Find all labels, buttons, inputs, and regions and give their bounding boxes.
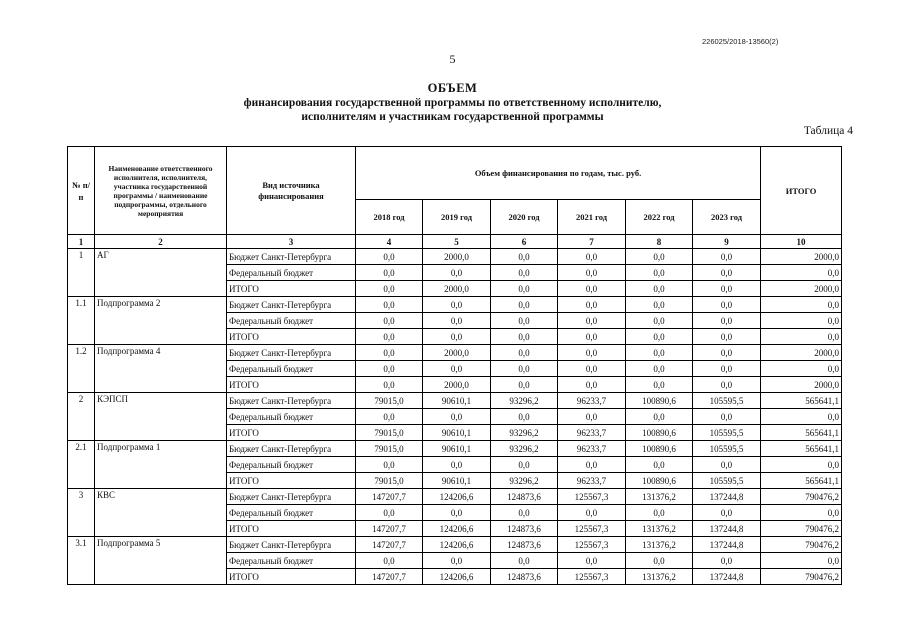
row-total: 565641,1 [761, 441, 842, 457]
year-value: 0,0 [423, 505, 491, 521]
year-value: 0,0 [558, 505, 626, 521]
year-value: 0,0 [693, 345, 761, 361]
row-total: 0,0 [761, 297, 842, 313]
header-year: 2020 год [491, 200, 558, 235]
year-value: 0,0 [558, 553, 626, 569]
year-value: 0,0 [356, 265, 423, 281]
row-number: 1.2 [68, 345, 95, 393]
year-value: 0,0 [423, 361, 491, 377]
year-value: 0,0 [558, 457, 626, 473]
year-value: 2000,0 [423, 377, 491, 393]
participant-name: КЭПСП [95, 393, 227, 441]
year-value: 147207,7 [356, 521, 423, 537]
column-number: 10 [761, 235, 842, 249]
document-title: ОБЪЕМ [427, 81, 478, 95]
year-value: 0,0 [626, 377, 693, 393]
year-value: 0,0 [626, 553, 693, 569]
year-value: 0,0 [491, 409, 558, 425]
year-value: 100890,6 [626, 473, 693, 489]
year-value: 93296,2 [491, 473, 558, 489]
document-number: 226025/2018-13560(2) [702, 37, 779, 46]
year-value: 137244,8 [693, 569, 761, 585]
participant-name: АГ [95, 249, 227, 297]
row-number: 3.1 [68, 537, 95, 585]
column-number: 1 [68, 235, 95, 249]
year-value: 90610,1 [423, 473, 491, 489]
year-value: 0,0 [491, 345, 558, 361]
year-value: 0,0 [558, 265, 626, 281]
participant-name: Подпрограмма 5 [95, 537, 227, 585]
funding-source: Бюджет Санкт-Петербурга [227, 441, 356, 457]
year-value: 137244,8 [693, 537, 761, 553]
funding-source: ИТОГО [227, 473, 356, 489]
year-value: 93296,2 [491, 393, 558, 409]
funding-source: Федеральный бюджет [227, 553, 356, 569]
header-year: 2018 год [356, 200, 423, 235]
year-value: 0,0 [491, 377, 558, 393]
year-value: 137244,8 [693, 489, 761, 505]
funding-source: Бюджет Санкт-Петербурга [227, 297, 356, 313]
table-row [68, 537, 842, 553]
year-value: 2000,0 [423, 249, 491, 265]
year-value: 96233,7 [558, 425, 626, 441]
table-row [68, 489, 842, 505]
year-value: 0,0 [626, 345, 693, 361]
header-row-number: № п/п [68, 147, 95, 235]
year-value: 0,0 [558, 329, 626, 345]
year-value: 2000,0 [423, 345, 491, 361]
year-value: 0,0 [693, 249, 761, 265]
funding-source: ИТОГО [227, 425, 356, 441]
year-value: 147207,7 [356, 489, 423, 505]
year-value: 147207,7 [356, 569, 423, 585]
year-value: 0,0 [356, 361, 423, 377]
year-value: 0,0 [356, 313, 423, 329]
row-total: 0,0 [761, 361, 842, 377]
year-value: 0,0 [558, 313, 626, 329]
year-value: 90610,1 [423, 441, 491, 457]
funding-source: Федеральный бюджет [227, 265, 356, 281]
year-value: 131376,2 [626, 569, 693, 585]
year-value: 0,0 [626, 329, 693, 345]
table-row [68, 393, 842, 409]
year-value: 0,0 [558, 377, 626, 393]
funding-source: ИТОГО [227, 377, 356, 393]
column-number: 8 [626, 235, 693, 249]
year-value: 96233,7 [558, 393, 626, 409]
year-value: 0,0 [491, 281, 558, 297]
row-number: 1.1 [68, 297, 95, 345]
funding-source: ИТОГО [227, 569, 356, 585]
table-row [68, 297, 842, 313]
column-number: 7 [558, 235, 626, 249]
year-value: 0,0 [423, 265, 491, 281]
row-total: 0,0 [761, 265, 842, 281]
row-number: 2.1 [68, 441, 95, 489]
year-value: 147207,7 [356, 537, 423, 553]
year-value: 0,0 [626, 281, 693, 297]
column-number: 9 [693, 235, 761, 249]
row-number: 2 [68, 393, 95, 441]
column-number: 4 [356, 235, 423, 249]
year-value: 2000,0 [423, 281, 491, 297]
year-value: 0,0 [491, 505, 558, 521]
header-total: ИТОГО [761, 147, 842, 235]
year-value: 0,0 [558, 409, 626, 425]
year-value: 125567,3 [558, 537, 626, 553]
year-value: 0,0 [693, 409, 761, 425]
row-total: 2000,0 [761, 249, 842, 265]
year-value: 125567,3 [558, 569, 626, 585]
year-value: 0,0 [693, 553, 761, 569]
year-value: 125567,3 [558, 489, 626, 505]
year-value: 0,0 [626, 265, 693, 281]
year-value: 131376,2 [626, 537, 693, 553]
year-value: 0,0 [626, 313, 693, 329]
year-value: 93296,2 [491, 425, 558, 441]
row-total: 790476,2 [761, 521, 842, 537]
year-value: 0,0 [423, 297, 491, 313]
year-value: 0,0 [423, 457, 491, 473]
column-number-row [68, 235, 842, 249]
funding-source: Бюджет Санкт-Петербурга [227, 489, 356, 505]
year-value: 124873,6 [491, 489, 558, 505]
year-value: 124206,6 [423, 537, 491, 553]
participant-name: Подпрограмма 4 [95, 345, 227, 393]
row-total: 0,0 [761, 313, 842, 329]
year-value: 100890,6 [626, 393, 693, 409]
year-value: 0,0 [626, 505, 693, 521]
year-value: 0,0 [693, 281, 761, 297]
year-value: 0,0 [693, 505, 761, 521]
year-value: 125567,3 [558, 521, 626, 537]
header-funding-source: Вид источника финансирования [227, 147, 356, 235]
year-value: 0,0 [558, 361, 626, 377]
year-value: 0,0 [356, 505, 423, 521]
participant-name: КВС [95, 489, 227, 537]
column-number: 3 [227, 235, 356, 249]
row-total: 790476,2 [761, 489, 842, 505]
subtitle-line-1: финансирования государственной программы по ответственному исполнителю, [243, 97, 662, 109]
header-participant-name: Наименование ответственного исполнителя, исполнителя, участника государственной программы / наименование подпрограммы, отдельного мероприятия [95, 147, 227, 235]
row-total: 2000,0 [761, 281, 842, 297]
funding-source: Бюджет Санкт-Петербурга [227, 249, 356, 265]
year-value: 105595,5 [693, 441, 761, 457]
year-value: 79015,0 [356, 393, 423, 409]
table-row [68, 441, 842, 457]
year-value: 90610,1 [423, 393, 491, 409]
year-value: 0,0 [423, 553, 491, 569]
header-year: 2019 год [423, 200, 491, 235]
row-total: 0,0 [761, 457, 842, 473]
year-value: 100890,6 [626, 425, 693, 441]
year-value: 0,0 [693, 361, 761, 377]
row-total: 0,0 [761, 329, 842, 345]
funding-source: Федеральный бюджет [227, 409, 356, 425]
year-value: 0,0 [491, 297, 558, 313]
year-value: 0,0 [558, 249, 626, 265]
year-value: 0,0 [491, 553, 558, 569]
year-value: 0,0 [423, 409, 491, 425]
row-total: 0,0 [761, 553, 842, 569]
year-value: 124873,6 [491, 569, 558, 585]
table-row [68, 345, 842, 361]
year-value: 100890,6 [626, 441, 693, 457]
year-value: 0,0 [491, 313, 558, 329]
year-value: 0,0 [423, 313, 491, 329]
year-value: 0,0 [491, 457, 558, 473]
funding-source: ИТОГО [227, 281, 356, 297]
year-value: 90610,1 [423, 425, 491, 441]
row-number: 1 [68, 249, 95, 297]
year-value: 105595,5 [693, 473, 761, 489]
row-total: 2000,0 [761, 345, 842, 361]
year-value: 96233,7 [558, 441, 626, 457]
funding-source: Федеральный бюджет [227, 505, 356, 521]
funding-source: Бюджет Санкт-Петербурга [227, 393, 356, 409]
year-value: 0,0 [491, 329, 558, 345]
row-total: 0,0 [761, 409, 842, 425]
year-value: 0,0 [356, 281, 423, 297]
column-number: 6 [491, 235, 558, 249]
document-subtitle [180, 96, 725, 124]
year-value: 0,0 [626, 249, 693, 265]
column-number: 2 [95, 235, 227, 249]
year-value: 0,0 [693, 329, 761, 345]
year-value: 0,0 [491, 265, 558, 281]
year-value: 0,0 [558, 297, 626, 313]
year-value: 131376,2 [626, 489, 693, 505]
table-label: Таблица 4 [803, 125, 853, 137]
row-total: 790476,2 [761, 537, 842, 553]
year-value: 137244,8 [693, 521, 761, 537]
year-value: 105595,5 [693, 393, 761, 409]
year-value: 124206,6 [423, 489, 491, 505]
year-value: 124873,6 [491, 537, 558, 553]
row-total: 0,0 [761, 505, 842, 521]
row-number: 3 [68, 489, 95, 537]
row-total: 790476,2 [761, 569, 842, 585]
year-value: 0,0 [356, 553, 423, 569]
year-value: 79015,0 [356, 441, 423, 457]
funding-source: ИТОГО [227, 521, 356, 537]
year-value: 0,0 [626, 361, 693, 377]
year-value: 79015,0 [356, 425, 423, 441]
header-funding-volume: Объем финансирования по годам, тыс. руб. [356, 147, 761, 200]
funding-source: Федеральный бюджет [227, 313, 356, 329]
year-value: 0,0 [693, 377, 761, 393]
year-value: 124206,6 [423, 569, 491, 585]
year-value: 124873,6 [491, 521, 558, 537]
year-value: 105595,5 [693, 425, 761, 441]
year-value: 131376,2 [626, 521, 693, 537]
year-value: 0,0 [356, 409, 423, 425]
row-total: 565641,1 [761, 425, 842, 441]
table-row [68, 249, 842, 265]
header-year: 2022 год [626, 200, 693, 235]
year-value: 0,0 [693, 457, 761, 473]
year-value: 0,0 [356, 457, 423, 473]
year-value: 0,0 [356, 249, 423, 265]
year-value: 0,0 [693, 313, 761, 329]
funding-source: Бюджет Санкт-Петербурга [227, 345, 356, 361]
funding-source: Федеральный бюджет [227, 457, 356, 473]
header-year: 2023 год [693, 200, 761, 235]
year-value: 96233,7 [558, 473, 626, 489]
header-year: 2021 год [558, 200, 626, 235]
year-value: 0,0 [693, 297, 761, 313]
year-value: 0,0 [356, 345, 423, 361]
year-value: 0,0 [356, 377, 423, 393]
year-value: 0,0 [626, 297, 693, 313]
year-value: 0,0 [356, 329, 423, 345]
year-value: 0,0 [423, 329, 491, 345]
participant-name: Подпрограмма 1 [95, 441, 227, 489]
year-value: 124206,6 [423, 521, 491, 537]
year-value: 93296,2 [491, 441, 558, 457]
participant-name: Подпрограмма 2 [95, 297, 227, 345]
row-total: 565641,1 [761, 393, 842, 409]
page-number: 5 [449, 52, 456, 66]
row-total: 2000,0 [761, 377, 842, 393]
funding-source: Бюджет Санкт-Петербурга [227, 537, 356, 553]
year-value: 0,0 [626, 457, 693, 473]
year-value: 0,0 [626, 409, 693, 425]
column-number: 5 [423, 235, 491, 249]
year-value: 0,0 [491, 249, 558, 265]
funding-source: Федеральный бюджет [227, 361, 356, 377]
year-value: 0,0 [558, 281, 626, 297]
subtitle-line-2: исполнителям и участникам государственной программы [301, 111, 604, 123]
funding-source: ИТОГО [227, 329, 356, 345]
financing-table [67, 146, 842, 585]
year-value: 0,0 [693, 265, 761, 281]
year-value: 79015,0 [356, 473, 423, 489]
year-value: 0,0 [558, 345, 626, 361]
year-value: 0,0 [491, 361, 558, 377]
year-value: 0,0 [356, 297, 423, 313]
row-total: 565641,1 [761, 473, 842, 489]
